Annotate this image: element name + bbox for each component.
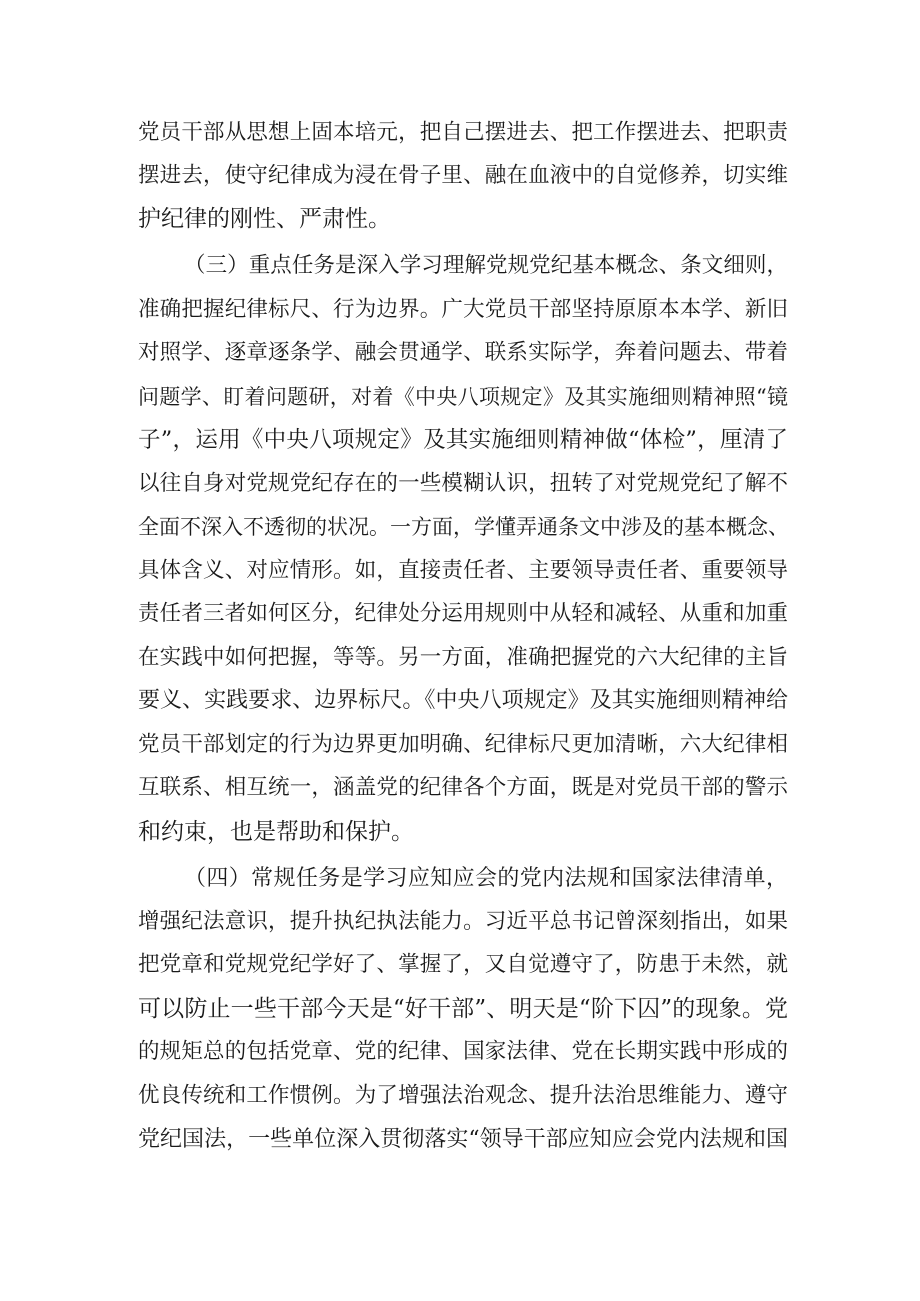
text-line: 和约束，也是帮助和保护。 bbox=[138, 819, 414, 845]
text-line: 增强纪法意识，提升执纪执法能力。习近平总书记曾深刻指出，如果 bbox=[138, 909, 788, 934]
text-line: 互联系、相互统一，涵盖党的纪律各个方面，既是对党员干部的警示 bbox=[138, 775, 788, 800]
paragraph-heading-line: （四）常规任务是学习应知应会的党内法规和国家法律清单， bbox=[184, 866, 788, 891]
text-line: 对照学、逐章逐条学、融会贯通学、联系实际学，奔着问题去、带着 bbox=[138, 340, 788, 365]
text-line: 摆进去，使守纪律成为浸在骨子里、融在血液中的自觉修养，切实维 bbox=[138, 163, 788, 188]
text-line: 全面不深入不透彻的状况。一方面，学懂弄通条文中涉及的基本概念、 bbox=[138, 515, 789, 539]
text-line: 的规矩总的包括党章、党的纪律、国家法律、党在长期实践中形成的 bbox=[138, 1039, 788, 1064]
text-line: 在实践中如何把握，等等。另一方面，准确把握党的六大纪律的主旨 bbox=[138, 645, 788, 670]
text-line: 以往自身对党规党纪存在的一些模糊认识，扭转了对党规党纪了解不 bbox=[138, 471, 788, 496]
text-line: 具体含义、对应情形。如，直接责任者、主要领导责任者、重要领导 bbox=[138, 558, 788, 583]
text-line: 子”，运用《中央八项规定》及其实施细则精神做“体检”，厘清了 bbox=[138, 427, 788, 453]
text-line: 准确把握纪律标尺、行为边界。广大党员干部坚持原原本本学、新旧 bbox=[138, 297, 788, 322]
paragraph-heading-line: （三）重点任务是深入学习理解党规党纪基本概念、条文细则， bbox=[184, 253, 788, 278]
text-line: 护纪律的刚性、严肃性。 bbox=[138, 206, 391, 232]
text-line: 党员干部从思想上固本培元，把自己摆进去、把工作摆进去、把职责 bbox=[138, 120, 788, 145]
text-line: 党纪国法，一些单位深入贯彻落实“领导干部应知应会党内法规和国 bbox=[138, 1127, 788, 1152]
text-line: 问题学、盯着问题研，对着《中央八项规定》及其实施细则精神照“镜 bbox=[138, 385, 788, 409]
text-line: 要义、实践要求、边界标尺。《中央八项规定》及其实施细则精神给 bbox=[138, 688, 788, 713]
text-line: 把党章和党规党纪学好了、掌握了，又自觉遵守了，防患于未然，就 bbox=[138, 952, 788, 977]
text-line: 优良传统和工作惯例。为了增强法治观念、提升法治思维能力、遵守 bbox=[138, 1083, 788, 1108]
text-line: 党员干部划定的行为边界更加明确、纪律标尺更加清晰，六大纪律相 bbox=[138, 732, 788, 757]
text-line: 责任者三者如何区分，纪律处分运用规则中从轻和减轻、从重和加重 bbox=[138, 601, 788, 626]
text-line: 可以防止一些干部今天是“好干部”、明天是“阶下囚”的现象。党 bbox=[138, 996, 788, 1022]
